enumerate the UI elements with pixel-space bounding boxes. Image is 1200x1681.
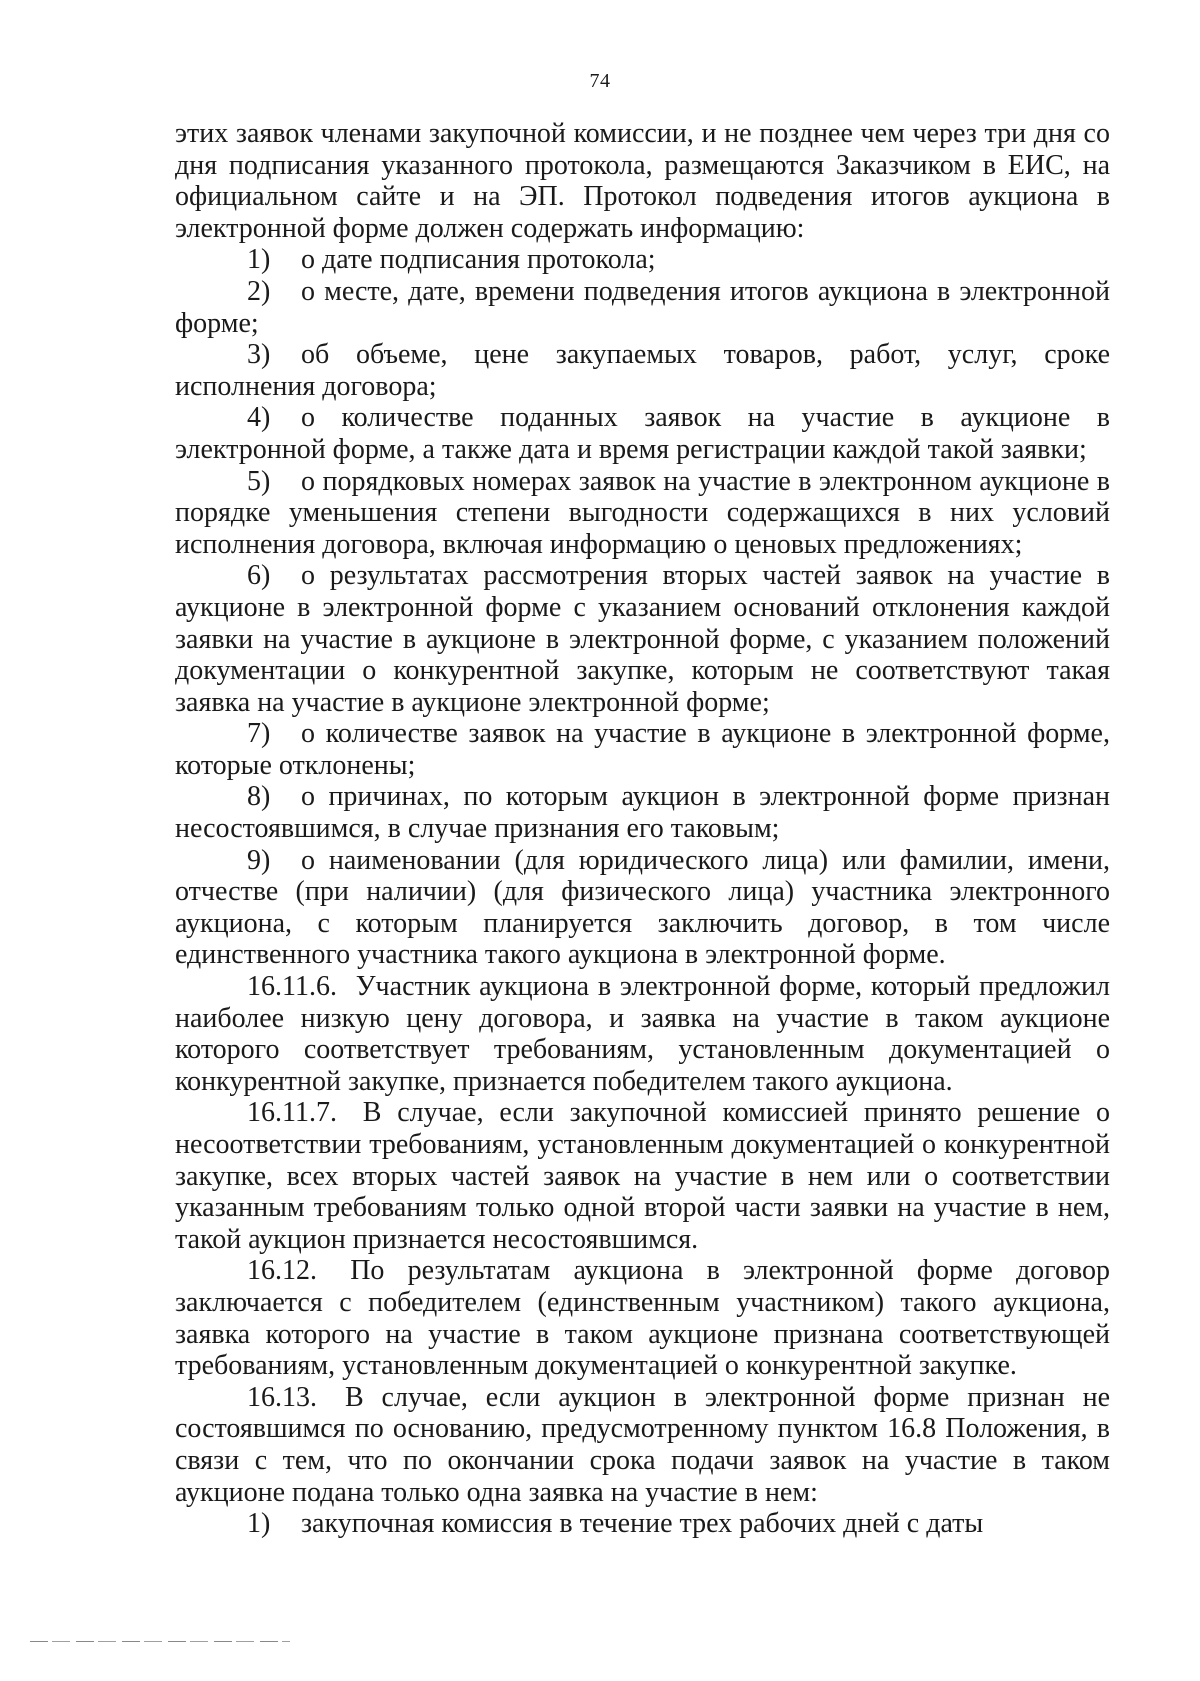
list-item-number: 1) bbox=[247, 244, 271, 276]
list-item bbox=[175, 402, 1110, 465]
list-item-number: 5) bbox=[247, 465, 271, 497]
list-item-text: о дате подписания протокола; bbox=[301, 244, 656, 276]
list-item bbox=[175, 244, 1110, 276]
list-item-text: закупочная комиссия в течение трех рабочих дней с даты bbox=[301, 1508, 984, 1540]
list-item-number: 2) bbox=[247, 275, 271, 307]
page-number: 74 bbox=[589, 70, 611, 92]
list-item bbox=[175, 1508, 1110, 1540]
list-item-text: о месте, дате, времени подведения итогов аукциона в электронной форме; bbox=[175, 275, 1110, 339]
list-item bbox=[175, 560, 1110, 718]
section-paragraph bbox=[175, 1097, 1110, 1255]
document-body bbox=[175, 118, 1110, 1540]
section-text: Участник аукциона в электронной форме, который предложил наиболее низкую цену договора, и заявка на участие в таком аукционе которого соответствует требованиям, установленным документацией о конкурентной закупке, признается победителем такого аукциона. bbox=[175, 971, 1110, 1097]
list-item bbox=[175, 781, 1110, 844]
list-item bbox=[175, 276, 1110, 339]
list-item-number: 1) bbox=[247, 1508, 271, 1540]
section-text: В случае, если закупочной комиссией принято решение о несоответствии требованиям, установленным документацией о конкурентной закупке, всех вторых частей заявок на участие в нем или о соответствии указанным требованиям только одной второй части заявки на участие в нем, такой аукцион признается несостоявшимся. bbox=[175, 1097, 1110, 1255]
list-item-text: о количестве поданных заявок на участие в аукционе в электронной форме, а также дата и время регистрации каждой такой заявки; bbox=[175, 402, 1110, 465]
scan-artifact-line bbox=[30, 1641, 290, 1642]
list-item-text: о причинах, по которым аукцион в электронной форме признан несостоявшимся, в случае признания его таковым; bbox=[175, 781, 1110, 845]
list-item-text: о наименовании (для юридического лица) или фамилии, имени, отчестве (при наличии) (для физического лица) участника электронного аукциона, с которым планируется заключить договор, в том числе единственного участника такого аукциона в электронной форме. bbox=[175, 844, 1110, 971]
section-number: 16.11.6. bbox=[247, 971, 337, 1003]
list-item-text: о количестве заявок на участие в аукционе в электронной форме, которые отклонены; bbox=[175, 718, 1110, 781]
list-item bbox=[175, 339, 1110, 402]
section-number: 16.12. bbox=[247, 1255, 317, 1287]
section-number: 16.11.7. bbox=[247, 1097, 337, 1129]
list-item-number: 7) bbox=[247, 718, 271, 750]
list-item bbox=[175, 718, 1110, 781]
list-item-text: о результатах рассмотрения вторых частей заявок на участие в аукционе в электронной форме с указанием оснований отклонения каждой заявки на участие в аукционе в электронной форме, с указанием положений документации о конкурентной закупке, которым не соответствуют такая заявка на участие в аукционе электронной форме; bbox=[175, 560, 1110, 718]
list-item-number: 4) bbox=[247, 402, 271, 434]
list-item-text: о порядковых номерах заявок на участие в электронном аукционе в порядке уменьшения степени выгодности содержащихся в них условий исполнения договора, включая информацию о ценовых предложениях; bbox=[175, 465, 1110, 560]
list-item bbox=[175, 845, 1110, 971]
list-item-text: об объеме, цене закупаемых товаров, работ, услуг, сроке исполнения договора; bbox=[175, 339, 1110, 402]
list-item bbox=[175, 466, 1110, 561]
list-item-number: 8) bbox=[247, 781, 271, 813]
list-item-number: 3) bbox=[247, 339, 271, 371]
section-number: 16.13. bbox=[247, 1381, 317, 1413]
list-item-number: 6) bbox=[247, 560, 271, 592]
section-paragraph bbox=[175, 971, 1110, 1097]
protocol-info-list bbox=[175, 244, 1110, 971]
section-text: По результатам аукциона в электронной форме договор заключается с победителем (единственным участником) такого аукциона, заявка которого на участие в таком аукционе признана соответствующей требованиям, установленным документацией о конкурентной закупке. bbox=[175, 1255, 1111, 1382]
section-text: В случае, если аукцион в электронной форме признан не состоявшимся по основанию, предусмотренному пунктом 16.8 Положения, в связи с тем, что по окончании срока подачи заявок на участие в таком аукционе подана только одна заявка на участие в нем: bbox=[175, 1381, 1111, 1508]
list-item-number: 9) bbox=[247, 844, 271, 876]
section-paragraph bbox=[175, 1255, 1110, 1381]
section-paragraph bbox=[175, 1382, 1110, 1508]
intro-paragraph: этих заявок членами закупочной комиссии, и не позднее чем через три дня со дня подписания указанного протокола, размещаются Заказчиком в ЕИС, на официальном сайте и на ЭП. Протокол подведения итогов аукциона в электронной форме должен содержать информацию: bbox=[175, 118, 1110, 244]
